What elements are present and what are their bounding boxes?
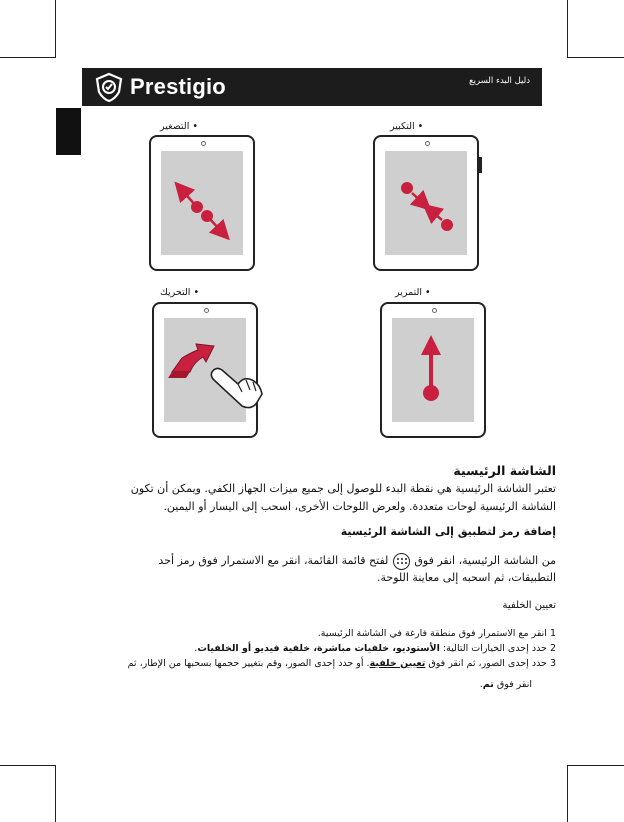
wallpaper-step-3-a: 3 حدد إحدى الصور، ثم انقر فوق	[425, 658, 556, 669]
done-label: تم	[482, 679, 494, 690]
wallpaper-step-2	[76, 643, 556, 655]
add-icon-para-1	[76, 552, 556, 570]
label-zoom-in: • التكبير	[390, 121, 424, 132]
wallpaper-options: الأستوديو، خلفيات مباشرة، خلفية فيديو أو الخلفيات	[197, 643, 440, 654]
wallpaper-step-4	[232, 679, 532, 691]
label-scroll: • التمرير	[395, 287, 431, 298]
wallpaper-title: تعيين الخلفية	[502, 600, 556, 611]
add-icon-title: إضافة رمز لتطبيق إلى الشاشة الرئيسية	[340, 525, 556, 538]
home-screen-para-1: تعتبر الشاشة الرئيسية هي نقطة البدء للوصول إلى جميع ميزات الجهاز الكفي. ويمكن أن تكون	[130, 482, 556, 495]
add-icon-para-1-b: لفتح قائمة القائمة، انقر مع الاستمرار فوق رمز أحد	[158, 554, 389, 567]
scroll-gesture-icon	[421, 335, 441, 401]
wallpaper-step-4-a: انقر فوق	[493, 679, 532, 690]
wallpaper-step-2-a: 2 حدد إحدى الخيارات التالية:	[439, 643, 556, 654]
brand-name: Prestigio	[130, 74, 226, 99]
add-icon-para-1-a: من الشاشة الرئيسية، انقر فوق	[414, 554, 556, 567]
zoom-out-gesture-icon	[181, 189, 223, 233]
wallpaper-step-2-c: .	[194, 643, 198, 654]
add-icon-para-2: التطبيقات، ثم اسحبه إلى معاينة اللوحة.	[377, 571, 556, 584]
label-zoom-out: • التصغير	[160, 121, 198, 132]
zoom-in-gesture-icon	[401, 182, 453, 231]
wallpaper-step-3	[76, 658, 556, 670]
set-wallpaper-label: تعيين خلفية	[369, 658, 426, 669]
move-gesture-icon	[168, 344, 262, 408]
label-move: • التحريك	[160, 287, 200, 298]
home-screen-title: الشاشة الرئيسية	[453, 463, 556, 478]
apps-menu-icon	[393, 553, 410, 570]
wallpaper-step-1: 1 انقر مع الاستمرار فوق منطقة فارغة في الشاشة الرئيسية.	[317, 628, 556, 639]
home-screen-para-2: الشاشة الرئيسية لوحات متعددة. ولعرض اللوحات الأخرى، اسحب إلى اليسار أو اليمين.	[163, 500, 556, 513]
wallpaper-step-4-c: .	[479, 679, 483, 690]
wallpaper-step-3-c: . أو حدد إحدى الصور، وقم بتغيير حجمها بسحبها من الإطار، ثم	[127, 658, 370, 669]
guide-title: دليل البدء السريع	[469, 76, 530, 86]
